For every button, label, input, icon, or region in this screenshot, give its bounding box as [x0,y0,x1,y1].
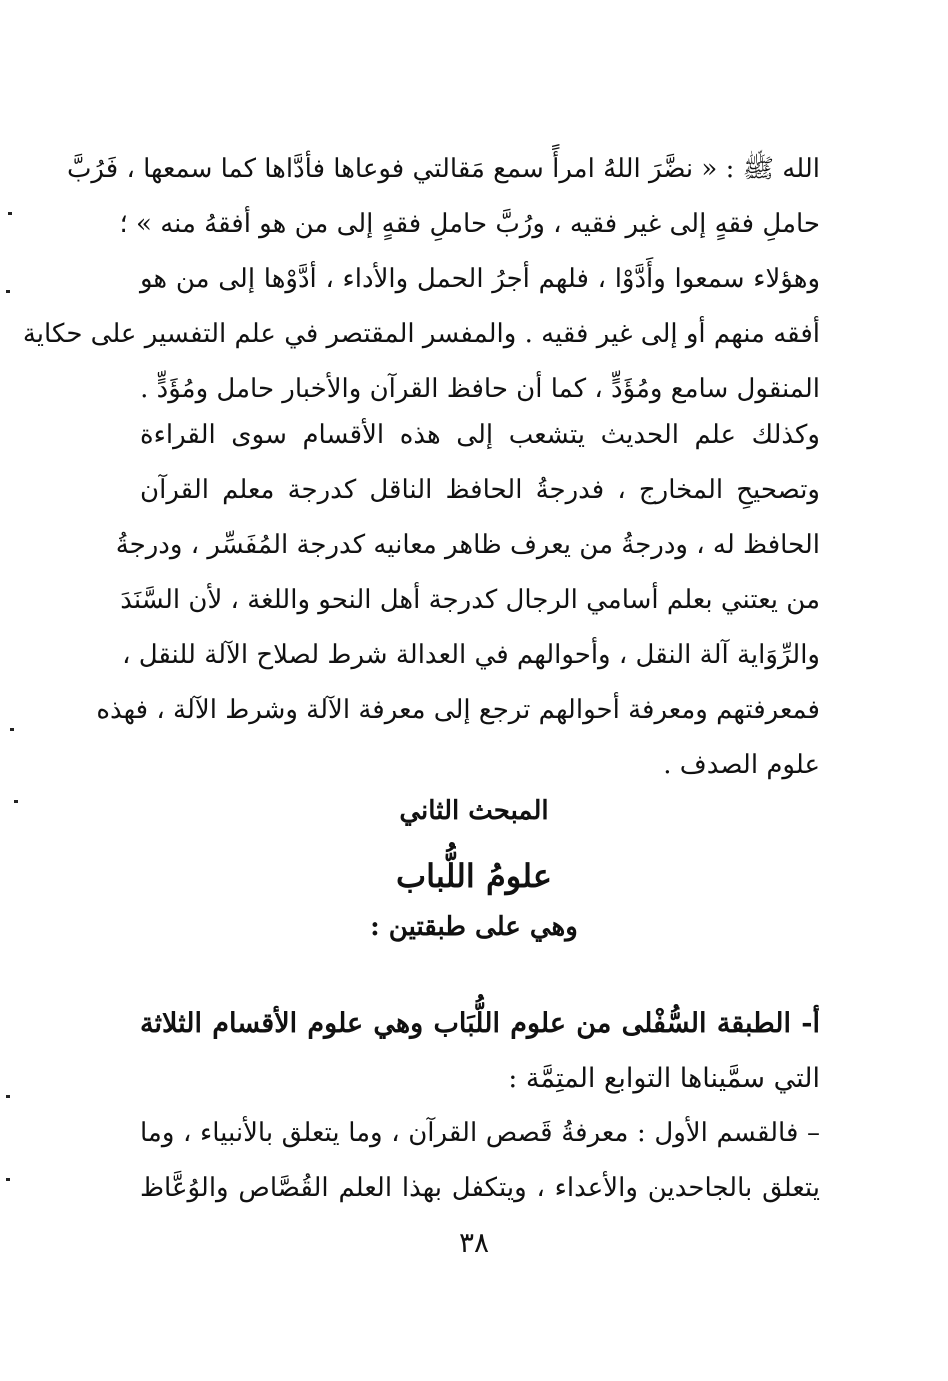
text-line: المنقول سامع ومُؤَدٍّ ، كما أن حافظ القرآن والأخبار حامل ومُؤَدٍّ . [140,374,820,404]
text-line: وكذلك علم الحديث يتشعب إلى هذه الأقسام سوى القراءة [140,420,820,450]
section-heading: المبحث الثاني [399,796,549,826]
paragraph-lower-tier [140,996,820,1106]
scan-mark [10,728,14,731]
scan-mark [6,1178,10,1181]
scan-mark [6,1095,10,1098]
paragraph-first-section [140,1106,820,1216]
text-line: التي سمَّيناها التوابع المتِمَّة : [508,1063,820,1094]
text-line: من يعتني بعلم أسامي الرجال كدرجة أهل النحو واللغة ، لأن السَّنَدَ [120,585,820,615]
text-line: – فالقسم الأول : معرفةُ قَصص القرآن ، وما يتعلق بالأنبياء ، وما [140,1118,820,1148]
scan-mark [6,290,10,293]
text-line: وهؤلاء سمعوا وأَدَّوْا ، فلهم أجرُ الحمل والأداء ، أدَّوْها إلى من هو [140,264,820,294]
text-line: فمعرفتهم ومعرفة أحوالهم ترجع إلى معرفة الآلة وشرط الآلة ، فهذه [96,695,820,725]
section-title: علومُ اللُّباب [396,857,552,895]
text-line: حاملِ فقهٍ إلى غير فقيه ، ورُبَّ حاملِ فقهٍ إلى من هو أفقهُ منه » ؛ [119,209,820,239]
paragraph-hadith-science [96,408,820,793]
text-line: الله ﷺ : « نضَّرَ اللهُ امرأً سمع مَقالتي فوعاها فأدَّاها كما سمعها ، فَرُبَّ [66,154,820,184]
text-line: الحافظ له ، ودرجةُ من يعرف ظاهر معانيه كدرجة المُفَسِّر ، ودرجةُ [115,530,820,560]
page-number: ٣٨ [458,1226,490,1259]
text-line: أ- الطبقة السُّفْلى من علوم اللُّبَاب وهي علوم الأقسام الثلاثة [140,1008,820,1039]
scan-mark [8,212,12,215]
section-subtitle: وهي على طبقتين : [370,912,578,942]
text-line: أفقه منهم أو إلى غير فقيه . والمفسر المقتصر في علم التفسير على حكاية [22,319,820,349]
paragraph-hadith [22,142,820,417]
text-line: يتعلق بالجاحدين والأعداء ، ويتكفل بهذا العلم القُصَّاص والوُعَّاظ [140,1173,820,1203]
text-line: وتصحيحِ المخارج ، فدرجةُ الحافظ الناقل كدرجة معلم القرآن [140,475,820,505]
text-line: علوم الصدف . [663,750,820,780]
text-line: والرِّوَاية آلة النقل ، وأحوالهم في العدالة شرط لصلاح الآلة للنقل ، [122,640,820,670]
